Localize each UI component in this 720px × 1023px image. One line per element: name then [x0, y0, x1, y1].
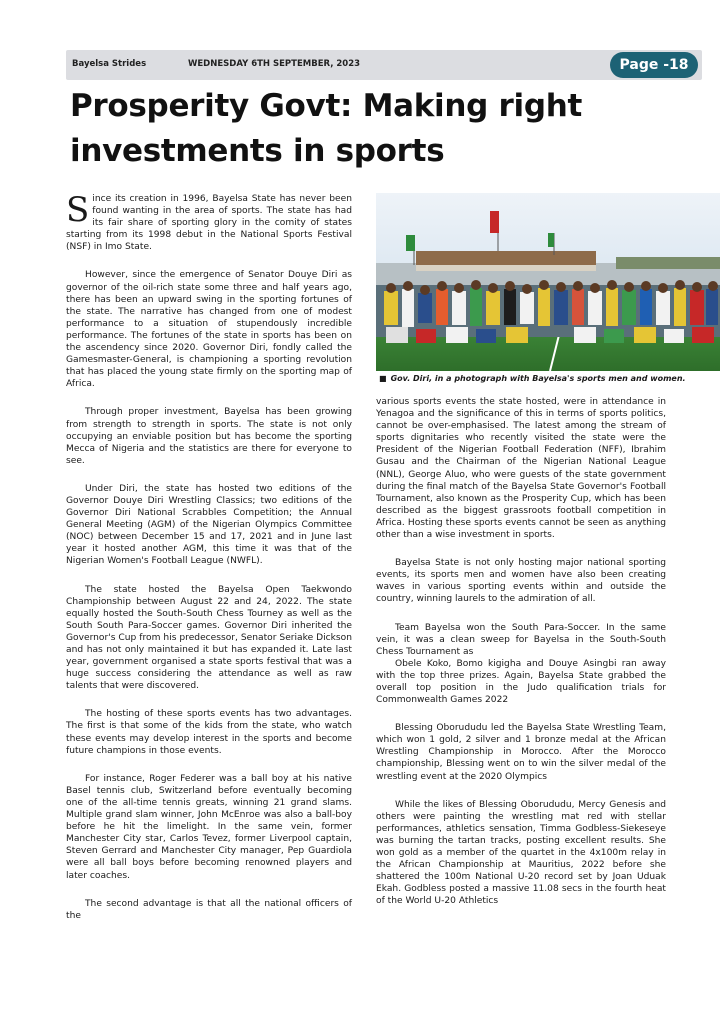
article-paragraph: Team Bayelsa won the South Para-Soccer. In the same vein, it was a clean sweep for Bayelsa in the South-South Chess Tournament as — [376, 622, 666, 657]
article-left-column — [66, 190, 352, 938]
article-paragraph: Obele Koko, Bomo kigigha and Douye Asingbi ran away with the top three prizes. Again, Bayelsa State grabbed the overall top position in the Judo qualification trials for Commonwealth Games 2022 — [376, 658, 666, 706]
publication-name: Bayelsa Strides — [72, 59, 147, 69]
issue-date: WEDNESDAY 6TH SEPTEMBER, 2023 — [188, 59, 361, 69]
photo-illustration — [376, 193, 720, 371]
article-headline: Prosperity Govt: Making right investments in sports — [70, 88, 583, 169]
article-right-column — [376, 396, 666, 923]
article-paragraph: Under Diri, the state has hosted two editions of the Governor Douye Diri Wrestling Classics; two editions of the Governor Diri National Scrabbles Competition; the Annual General Meeting (AGM) of the Nigerian Olympics Committee (NOC) between December 15 and 17, 2021 and in June last year it hosted another AGM, this time it was that of the Nigerian Women's Football League (NWFL). — [66, 483, 352, 567]
article-paragraph: The second advantage is that all the national officers of the — [66, 898, 352, 921]
article-paragraph: Bayelsa State is not only hosting major national sporting events, its sports men and women have also been creating waves in various sporting events within and outside the country, winning laurels to the admiration of all. — [376, 558, 666, 605]
caption-bullet: ■ — [379, 374, 387, 383]
page-number-badge: Page -18 — [610, 52, 698, 78]
drop-cap: S — [66, 190, 90, 230]
article-paragraph: Blessing Oborududu led the Bayelsa State Wrestling Team, which won 1 gold, 2 silver and 1 bronze medal at the African Wrestling Championship in Morocco. After the Morocco championship, Blessing went on to win the silver medal of the wrestling event at the 2020 Olympics — [376, 723, 666, 782]
article-paragraph: For instance, Roger Federer was a ball boy at his native Basel tennis club, Switzerland before eventually becoming one of the all-time tennis greats, winning 21 grand slams. Multiple grand slam winner, John McEnroe was also a ball-boy before he hit the limelight. In the same vein, former Manchester City star, Carlos Tevez, former Liverpool captain, Steven Gerrard and Manchester City manager, Pep Guardiola were all ball boys before becoming renowned players and later coaches. — [66, 773, 352, 881]
article-paragraph: However, since the emergence of Senator Douye Diri as governor of the oil-rich state some three and half years ago, there has been an upward swing in the sporting fortunes of the state. The narrative has changed from one of modest performance to a situation of stupendously incredible performance. The fortunes of the state in sports has been on the ascendency since 2020. Governor Diri, fondly called the Gamesmaster-General, is championing a sporting revolution that has placed the young state firmly on the sporting map of Africa. — [66, 270, 352, 390]
article-paragraph: The hosting of these sports events has two advantages. The first is that some of the kids from the state, who watch these events may develop interest in the sports and become future champions in those events. — [66, 709, 352, 756]
article-paragraph: various sports events the state hosted, were in attendance in Yenagoa and the significance of this in terms of sports politics, cannot be over-emphasised. The latest among the stream of sports dignitaries who recently visited the state were the President of the Nigerian Football Federation (NFF), Ibrahim Gusau and the Chairman of the Nigerian National League (NNL), George Aluo, who were guests of the state government during the final match of the Bayelsa State Governor's Football Tournament, also known as the Prosperity Cup, which has been described as the biggest grassroots football competition in Africa. Hosting these sports events cannot be seen as anything other than a wise investment in sports. — [376, 397, 666, 541]
article-paragraph: Through proper investment, Bayelsa has been growing from strength to strength in sports. The state is not only occupying an enviable position but has become the sporting Mecca of Nigeria and the statistics are there for everyone to see. — [66, 407, 352, 466]
article-paragraph: The state hosted the Bayelsa Open Taekwondo Championship between August 22 and 24, 2022. The state equally hosted the South-South Chess Tourney as well as the South South Para-Soccer games. Governor Diri inherited the Governor's Cup from his predecessor, Senator Seriake Dickson and has not only maintained it but has expanded it. Late last year, government organised a state sports festival that was a huge success considering the attendance as well as raw talents that were discovered. — [66, 584, 352, 692]
group-photo — [376, 193, 720, 371]
header-bar — [66, 50, 702, 80]
photo-caption: ■ Gov. Diri, in a photograph with Bayelsa's sports men and women. — [379, 374, 686, 383]
article-paragraph: While the likes of Blessing Oborududu, Mercy Genesis and others were painting the wrestling mat red with stellar performances, athletics sensation, Timma Godbless-Siekeseye was burning the tartan tracks, posting excellent results. She won gold as a member of the quartet in the 4x100m relay in the African Championship at Mauritius, 2022 before she shattered the 100m National U-20 record set by Joan Uduak Ekah. Godbless posted a massive 11.08 secs in the fourth heat of the World U-20 Athletics — [376, 799, 666, 907]
article-paragraph: Since its creation in 1996, Bayelsa State has never been found wanting in the area of sports. The state has had its fair share of sporting glory in the comity of states starting from its 1998 debut in the National Sports Festival (NSF) in Imo State. — [66, 190, 352, 253]
